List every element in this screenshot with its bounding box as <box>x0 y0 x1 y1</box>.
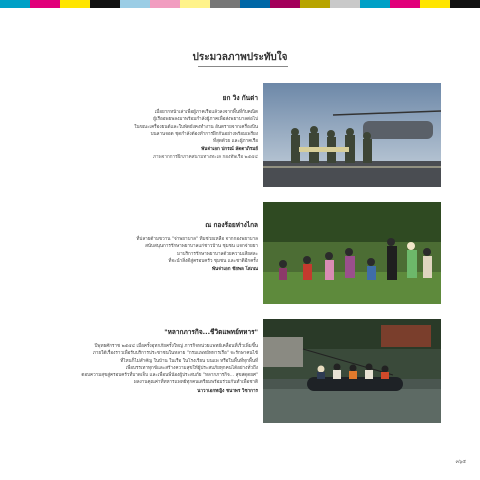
section-3-line: ภายใต้เรื่องราวเพื่อรับบริการประชาชนในหลาย "กรมแพทย์ทหารเรือ" จะรักษาคนไข้ <box>92 351 258 357</box>
section-1-author-role: ภาพจากการฝึกภาคสนามทางทะเล กองทัพเรือ ๒๕๕๔ <box>153 154 258 160</box>
section-1-line: ในขณะเครื่องยนต์และใบพัดยังคงทำงาน อันตรายจากเครื่องบิน <box>134 124 258 130</box>
color-swatch <box>90 0 120 8</box>
color-swatch <box>120 0 150 8</box>
section-3-line: ปีพุทธศักราช ๒๕๕๔ เมื่อครั้งอุทกภัยครั้งใหญ่ ภารกิจหน่วยแพทย์เคลื่อนที่เร็วเพิ่มขึ้น <box>94 344 258 349</box>
print-color-bar <box>0 0 480 8</box>
color-swatch <box>390 0 420 8</box>
section-2-heading: ณ กองร้อยห่างไกล <box>205 221 258 229</box>
section-2-line: สนับสนุนการรักษาพยาบาลแก่ชาวบ้าน ชุมชน แจกจ่ายยา <box>145 244 258 250</box>
section-3-line: ตอบความสุขสู่ครอบครัวที่บาดเจ็บ และเพื่อนพี่น้องผู้ประสบภัย "หลากภารกิจ... สุขสดุดยศ" <box>81 373 258 379</box>
color-swatch <box>360 0 390 8</box>
section-3-heading: "หลากภารกิจ...ชีวิตแพทย์ทหาร" <box>164 328 258 336</box>
section-1-text <box>30 93 258 161</box>
page-number: ๓๖๕ <box>455 459 466 465</box>
title-underline <box>198 66 288 67</box>
section-2-line: ที่จะนำสิ่งดีสู่ครอบครัว ชุมชน และชาติอีกครั้ง <box>168 258 258 264</box>
color-swatch <box>30 0 60 8</box>
color-swatch <box>420 0 450 8</box>
page-title: ประมวลภาพประทับใจ <box>192 52 288 63</box>
section-1-line: ผู้เรืออพยพลงมาพร้อมกำลังผู้ภาคเพื่อส่งพยาบาลต่อไป <box>153 117 258 123</box>
village-photo <box>263 202 441 304</box>
color-swatch <box>270 0 300 8</box>
section-2-author: พันจ่าเอก ชัยพล โสภณ <box>212 267 258 273</box>
color-swatch <box>150 0 180 8</box>
section-1-line: เมื่อยากหน้าเล่าเพื่อผู้ภาคเรือแล้วลงจากพื้นที่กับคณิต <box>154 110 258 115</box>
color-swatch <box>0 0 30 8</box>
section-2-line: ที่ปลายด้ามขวาน "จ่าพยาบาล" ทีมช่วยเหลือ จากกองพยาบาล <box>136 237 258 242</box>
flood-boat-photo <box>263 319 441 423</box>
section-3-text <box>30 327 258 395</box>
section-1-author: พันจ่าเอก ปกรณ์ ลัดดาภิรมย์ <box>201 147 258 153</box>
section-3-line: ผลงานคุณค่าที่ทหารแพทย์ทุกคนเตรียมพร้อมร่วมกันทำเพื่อชาติ <box>134 380 258 386</box>
color-swatch <box>450 0 480 8</box>
section-1-heading: ยก วิง กันต่า <box>222 94 258 102</box>
section-3-line: ที่ไหนก็ไม่สำคัญ ในบ้าน ในเรือ ในโรงเรียน บนแพ หรือในพื้นที่ทุกพื้นที่ <box>120 358 258 364</box>
section-2-text <box>30 220 258 273</box>
section-2-line: มาบริการรักษาพยาบาลด้วยความเสียสละ <box>177 251 258 257</box>
color-swatch <box>330 0 360 8</box>
color-swatch <box>60 0 90 8</box>
section-1-line: ที่สุดด้วย และผู้ภาคเรือ <box>213 139 258 145</box>
color-swatch <box>240 0 270 8</box>
section-3-line: เพื่อบรรเทาทุกข์และสร้างความสุขให้ผู้ประสบภัยทุกคนได้อย่างทั่วถึง <box>125 365 258 371</box>
color-swatch <box>210 0 240 8</box>
section-3-author: นาวาเอกหญิง ชนาพร วิชาการ <box>197 388 258 394</box>
helicopter-photo <box>263 83 441 187</box>
color-swatch <box>180 0 210 8</box>
color-swatch <box>300 0 330 8</box>
section-1-line: บนลานจอด ชุดกำลังต้องทำการฝึกกันอย่างพร้อมเพรียง <box>150 131 258 137</box>
